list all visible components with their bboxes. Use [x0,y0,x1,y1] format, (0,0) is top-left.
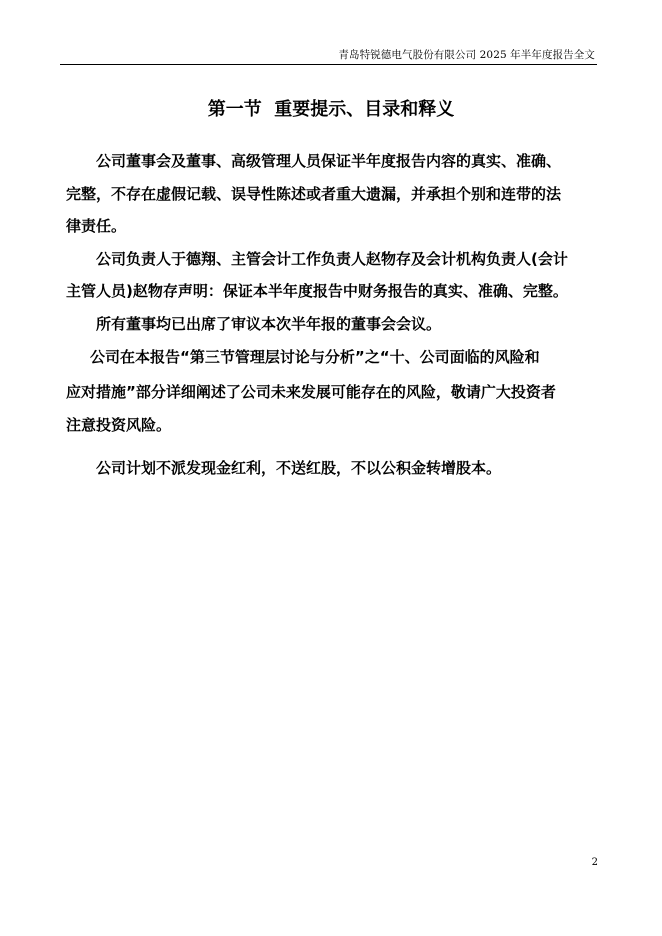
paragraph-5-line-1: 公司计划不派发现金红利，不送红股，不以公积金转增股本。 [96,459,502,477]
paragraph-1-line-1: 公司董事会及董事、高级管理人员保证半年度报告内容的真实、准确、 [96,152,562,170]
paragraph-1-line-2: 完整，不存在虚假记载、误导性陈述或者重大遗漏，并承担个别和连带的法 [66,185,562,203]
paragraph-3-line-1: 所有董事均已出席了审议本次半年报的董事会会议。 [96,315,442,333]
paragraph-1-line-3: 律责任。 [66,217,127,235]
header-text: 青岛特锐德电气股份有限公司 2025 年半年度报告全文 [338,49,595,61]
paragraph-4-line-2: 应对措施”部分详细阐述了公司未来发展可能存在的风险，敬请广大投资者 [66,383,556,401]
paragraph-2-line-2: 主管人员)赵物存声明：保证本半年度报告中财务报告的真实、准确、完整。 [66,282,568,300]
page-number: 2 [591,857,598,868]
section-title: 第一节 重要提示、目录和释义 [207,99,455,120]
paragraph-4-line-3: 注意投资风险。 [66,416,172,434]
page-header [60,44,597,65]
paragraph-4-line-1: 公司在本报告“第三节管理层讨论与分析”之“十、公司面临的风险和 [90,348,540,366]
paragraph-2-line-1: 公司负责人于德翔、主管会计工作负责人赵物存及会计机构负责人(会计 [96,250,568,268]
